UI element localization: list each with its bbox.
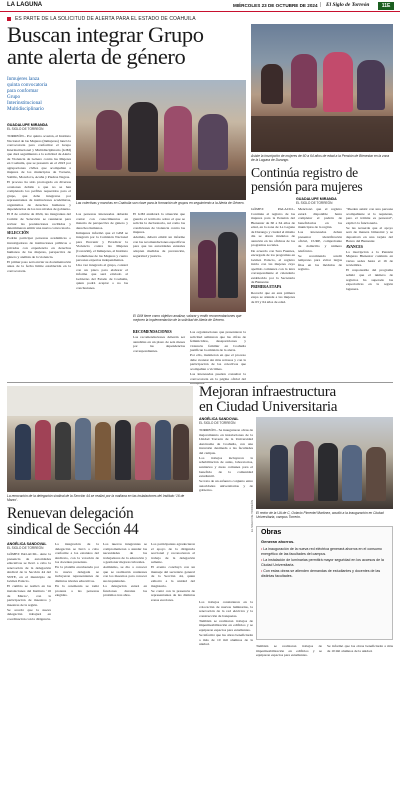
- story4-col2: [55, 542, 99, 790]
- paragraph: "Pueden asistir con una persona acompañante si lo requieren, pero el trámite es personal", explicó la funcionaria.: [346, 207, 393, 225]
- byline-outlet: EL SIGLO DE TORREÓN: [199, 421, 236, 426]
- header-separator: |: [320, 2, 322, 8]
- bullet-marker: •: [261, 569, 264, 574]
- headline-line: Renuevan delegación: [7, 505, 134, 522]
- story2-col2: [298, 207, 342, 377]
- byline-outlet: EL SIGLO DE TORREÓN: [7, 546, 44, 551]
- story3-col4: [327, 644, 393, 790]
- deck-line: quinta convocatoria: [7, 82, 48, 89]
- bullet-item: • La inauguración de la nueva red eléctrica generará ahorros en el consumo energético de las facultades del campus.: [261, 547, 382, 556]
- page-badge: 11E: [378, 2, 394, 10]
- paragraph: El 8 de octubre de 2024, las integrantes del Comité de Selección se reunieron para revisar las postulaciones recibidas y determinaron emitir una nueva convocatoria.: [7, 212, 71, 231]
- paragraph: De acuerdo con Sara Fuentes, encargada de los programas en Gómez Palacio, el registro inicia con las mujeres cuyo apellido comienza con la letra correspondiente al calendario establecido por la Secretaría de Bienestar.: [251, 248, 295, 285]
- paragraph: También se realizaron trabajos de impermeabilización en edificios y se equiparon espacios para estudiantes.: [256, 644, 322, 658]
- headline-line: sindical de Sección 44: [7, 521, 139, 538]
- headline-line: pensión para mujeres: [251, 179, 363, 195]
- story4-headline: [7, 506, 197, 538]
- story1-deck: [7, 76, 71, 113]
- story4-col4: [151, 542, 195, 790]
- obras-intro: Generan ahorros.: [261, 539, 295, 544]
- deck-line: para conformar: [7, 88, 39, 95]
- bullet-item: • Con estas obras se atienden demandas de estudiantes y docentes de las distintas facultades.: [261, 569, 381, 578]
- paragraph: TORREÓN.- Por quinta ocasión, el Instituto Nacional de las Mujeres (Inmujeres) lanzó la convocatoria para conformar el Grupo Interinstitucional y Multidisciplinario (GIM) que dará seguimiento a la solicitud de Alerta de Violencia de Género contra las Mujeres en Coahuila, que se presentó en el 2023 por agrupaciones civiles que acompañan a mujeres de los municipios de Torreón, Saltillo, Monclova, Acuña y Piedras Negras.: [7, 134, 71, 179]
- paragraph: Los trabajos consistieron en la colocación de nuevas luminarias, la renovación de la red eléctrica y la construcción de banquetas.: [199, 600, 253, 618]
- byline-outlet: EL SIGLO DE TORREÓN: [296, 201, 333, 206]
- paragraph: El evento concluyó con un mensaje del secretario general de la Sección 44, quien exhortó a la unidad del magisterio.: [151, 565, 195, 588]
- subhead: PRIMERA ETAPA: [251, 285, 282, 290]
- story1-photo1: [76, 80, 246, 200]
- paragraph: Las recomendaciones deberán ser atendidas en un plazo de seis meses por las dependencias correspondientes.: [133, 335, 185, 353]
- paragraph: El primer paso será enviar su documentación antes de la fecha límite establecida en la convocatoria.: [7, 259, 71, 273]
- header-date: MIÉRCOLES 23 DE OCTUBRE DE 2024: [233, 2, 318, 8]
- paragraph: GÓMEZ PALACIO.- Ante la presencia de autoridades educativas se llevó a cabo la renovación de la delegación sindical de la Sección 44 del SNTE, en el municipio de Gómez Palacio.: [7, 552, 51, 584]
- story2-col1: [251, 207, 295, 377]
- subhead: SELECCIÓN: [7, 231, 29, 236]
- paragraph: Las organizaciones que presentaron la solicitud señalaron que las cifras de feminicidios, desapariciones y violencia familiar en Coahuila justifican la emisión de la alerta.: [190, 330, 246, 353]
- headline-line: ante alerta de género: [7, 44, 186, 69]
- story3-col3: [256, 644, 322, 790]
- story1-headline: [7, 24, 242, 68]
- story1-col2: [76, 212, 128, 378]
- paragraph: El responsable del programa señaló que el número de registros ha superado las expectativas en la región lagunera.: [346, 268, 393, 291]
- paragraph: Las interesadas deben presentar identificación oficial, CURP, comprobante de domicilio y número telefónico.: [298, 230, 342, 253]
- obras-title: Obras: [261, 529, 282, 536]
- story2-byline: [296, 197, 392, 206]
- byline-name: GUADALUPE MIRANDA: [7, 123, 48, 127]
- bullet-marker: •: [261, 558, 264, 563]
- deck-line: Inmujeres lanza: [7, 76, 40, 82]
- paragraph: En la planilla encabezada por la nueva delegada se incluyeron representantes de distintos niveles educativos.: [55, 565, 99, 583]
- paragraph: Asimismo, se dio a conocer que se realizarán reuniones con los maestros para conocer sus inquietudes.: [103, 565, 147, 583]
- story1-photo1-caption: Las colectivas y marchas en Coahuila son clave para la formación de grupos en seguimiento a la Alerta de Género.: [76, 201, 245, 205]
- byline-name: GUADALUPE MIRANDA: [296, 197, 337, 201]
- bullet-marker: •: [261, 547, 264, 551]
- headline-line: Buscan integrar Grupo: [7, 22, 204, 47]
- story3-col1: [199, 428, 253, 598]
- story1-photo2-caption: El GIM tiene como objetivo analizar, valorar y emitir recomendaciones que mejoren la implementación de la solicitud de Alerta de Género.: [133, 314, 242, 323]
- story4-col1: [7, 552, 51, 790]
- paragraph: Se informó que las obras beneficiarán a más de 10 mil alumnos de la unidad.: [327, 644, 393, 653]
- paragraph: Las interesadas pueden consultar la convocatoria en la página oficial del Inmujeres.: [190, 372, 246, 386]
- paragraph: Inmujeres informó que el GIM se integrará por la Comisión Nacional para Prevenir y Erradicar la Violencia contra las Mujeres (Conavim), el Inmujeres, el Instituto Coahuilense de las Mujeres y cuatro personas expertas independientes.: [76, 230, 128, 263]
- section-name: LA LAGUNA: [7, 2, 43, 8]
- story3-photo-caption: El rector de la UA de C, Octavio Pimentel Martínez, acudió a la inauguración en Ciudad Universitaria, campus Torreón.: [256, 511, 384, 520]
- paragraph: Mencionó que el registro estará disponible hasta completar el padrón de beneficiarias en los municipios de la región.: [298, 207, 342, 230]
- headline-line: Mejoran infraestructura: [199, 383, 336, 400]
- obras-box: [256, 526, 393, 640]
- paragraph: El proceso ha sido prorrogado en diversas ocasiones debido a que no se han completado los perfiles requeridos para el grupo, que debe integrarse por representantes de instituciones académicas, organismos de derechos humanos y dependencias de los tres niveles de gobierno.: [7, 180, 71, 212]
- paragraph: Se recomienda acudir temprano para evitar largas filas en los módulos de registro.: [298, 253, 342, 272]
- story2-photo-caption: Asiste la inscripción de mujeres de 60 a 64 años de edad a la Pensión de Bienestar en la zona de la Laguna de Durango.: [251, 154, 390, 163]
- headline-line: Continúa registro de: [251, 165, 358, 180]
- story1-byline: [7, 123, 71, 132]
- paragraph: Se trata de un esfuerzo conjunto entre autoridades universitarias y de gobierno.: [199, 479, 253, 493]
- obras-bullets: [261, 547, 390, 579]
- paragraph: El cambio se realizó en las instalaciones del Instituto ‘16 de Marzo’, con la participación de maestros y maestras de la región.: [7, 584, 51, 607]
- story2-col3: [346, 207, 393, 377]
- story4-photo-caption: La renovación de la delegación sindical de la Sección 44 se realizó por la mañana en las instalaciones del Instituto ‘16 de Marzo’.: [7, 494, 185, 503]
- paragraph: Por ello, insistieron en que el proceso debe avanzar sin más retrasos y con la participación de las colectivas que acompañan a víctimas.: [190, 353, 246, 371]
- paragraph: Se acordó que la nueva delegación trabajará en coordinación con la dirigencia.: [7, 607, 51, 621]
- paragraph: El GIM analizará la situación que guarda el territorio sobre el que se solicita la declaratoria, así como las condiciones de violencia contra las mujeres.: [133, 212, 185, 235]
- story3-photo-side-label: EL SIGLO DE TORREÓN: [250, 500, 254, 532]
- paragraph: Los participantes agradecieron el apoyo de la dirigencia seccional y reconocieron el trabajo de la delegación saliente.: [151, 542, 195, 565]
- paragraph: La integración de la delegación se llevó a cabo conforme a los estatutos del sindicato, con la votación de los docentes presentes.: [55, 542, 99, 565]
- story1-col3b: [133, 330, 185, 378]
- headline-line: en Ciudad Universitaria: [199, 398, 338, 416]
- story1-col4: [190, 330, 246, 386]
- newspaper-logo: El Siglo de Torreón: [326, 2, 370, 9]
- paragraph: Recordó que en esta primera etapa se atiende a las mujeres de 63 y 64 años de edad.: [251, 290, 295, 304]
- byline-name: ANGÉLICA SANDOVAL: [199, 417, 239, 421]
- story3-photo: [256, 417, 393, 509]
- deck-line: Multidisciplinario: [7, 106, 44, 113]
- story4-col3: [103, 542, 147, 790]
- paragraph: También se realizaron trabajos de impermeabilización en edificios y se equiparon espacios para estudiantes.: [199, 618, 253, 632]
- story3-headline: [199, 384, 395, 415]
- paragraph: Una vez integrado el grupo, contará con un plazo para elaborar el informe que será enviado al Gobierno del Estado de Coahuila, quien podrá aceptar o no las conclusiones.: [76, 263, 128, 290]
- byline-outlet: EL SIGLO DE TORREÓN: [7, 127, 44, 132]
- paragraph: La inscripción a la Pensión Mujeres Bienestar continúa en varias sedes hasta el 16 de noviembre.: [346, 249, 393, 268]
- paragraph: Los trabajos incluyeron la rehabilitación de aulas, laboratorios, sanitarios y áreas comunes para el beneficio de la comunidad estudiantil.: [199, 455, 253, 479]
- paragraph: Podrán participar personas académicas o investigadoras de instituciones públicas o privadas con experiencia en derechos humanos de las mujeres, perspectiva de género y análisis de la violencia.: [7, 236, 71, 259]
- bullet-item: • La instalación de luminarias permitirá mayor seguridad en los accesos de la Ciudad Universitaria.: [261, 558, 384, 567]
- paragraph: Se contó con la presencia de representantes de las distintas zonas escolares.: [151, 588, 195, 602]
- paragraph: TORREÓN.- Se inauguraron obras de mejoramiento en instalaciones de la Unidad Torreón de la Universidad Autónoma de Coahuila, con una inversión destinada a las facultades del campus.: [199, 428, 254, 455]
- paragraph: Además, deberá emitir un informe con las recomendaciones específicas para que las autoridades estatales adopten medidas de prevención, seguridad y justicia.: [133, 235, 185, 258]
- paragraph: Las personas interesadas deberán contar con conocimientos en materia de perspectiva de género y derechos humanos.: [76, 212, 128, 230]
- deck-line: Interinstitucional: [7, 100, 42, 107]
- paragraph: Los nuevos integrantes se comprometieron a atender las necesidades de los trabajadores de la educación y a gestionar mejoras laborales.: [103, 542, 147, 565]
- paragraph: GÓMEZ PALACIO.- Continúa el registro de las mujeres para la Pensión del Bienestar de 60 a 64 años de edad, en la zona de La Laguna de Durango y ciudad el mismo día se abren módulos de atención en las oficinas de los programas sociales.: [251, 207, 295, 248]
- paragraph: En la ceremonia se tomó protesta a las personas elegidas.: [55, 584, 99, 598]
- story3-col2: [199, 600, 253, 790]
- subhead: AVANCES: [346, 244, 363, 249]
- paragraph: La delegación estará en funciones durante los próximos tres años.: [103, 584, 147, 598]
- story2-headline: [251, 166, 396, 195]
- kicker-marker: [7, 17, 11, 21]
- story1-col1: [7, 134, 71, 378]
- page-header: [0, 0, 400, 12]
- story1-photo2: [190, 212, 246, 312]
- story2-photo: [251, 24, 393, 152]
- story4-photo: [7, 386, 193, 492]
- paragraph: Se informó que las obras beneficiarán a más de 10 mil alumnos de la unidad.: [199, 633, 253, 647]
- byline-name: ANGÉLICA SANDOVAL: [7, 542, 47, 546]
- paragraph: Se les recuerda que el apoyo será de manera bimestral y se depositará en una tarjeta del Banco del Bienestar.: [346, 225, 393, 244]
- deck-line: Grupo: [7, 94, 21, 101]
- subhead: RECOMENDACIONES: [133, 330, 172, 334]
- kicker-text: ES PARTE DE LA SOLICITUD DE ALERTA PARA EL ESTADO DE COAHUILA: [15, 16, 196, 22]
